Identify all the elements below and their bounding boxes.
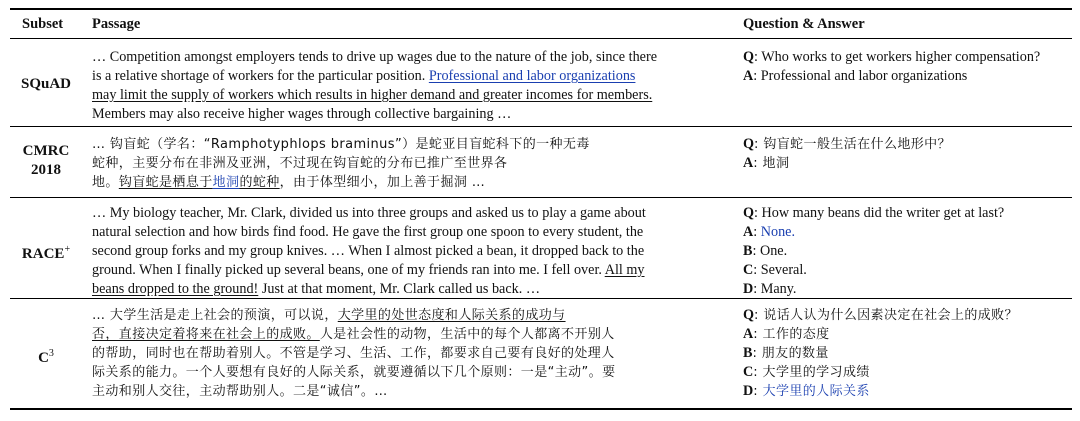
subset-squad: SQuAD	[20, 76, 72, 92]
passage-line: 否，直接决定着将来在社会上的成败。人是社会性的动物，生活中的每个人都离不开别人	[92, 327, 615, 342]
header-qa: Question & Answer	[743, 16, 865, 32]
passage-c3	[92, 306, 718, 401]
option-a: A: 工作的态度	[743, 326, 830, 342]
row-rule	[10, 126, 1072, 127]
subset-cmrc: CMRC 2018	[22, 143, 70, 178]
answer-span: 地洞	[212, 175, 240, 190]
passage-squad	[92, 48, 718, 124]
option-d: D: 大学里的人际关系	[743, 383, 870, 399]
passage-line: 的帮助，同时也在帮助着别人。不管是学习、生活、工作，都要求自己要有良好的处理人	[92, 346, 615, 361]
passage-line: natural selection and how birds find food. He gave the first group one spoon to every student, the	[92, 224, 644, 240]
question: Q: Who works to get workers higher compensation?	[743, 49, 1041, 65]
evidence-span: 否，直接决定着将来在社会上的成败。	[92, 327, 320, 342]
passage-line: … My biology teacher, Mr. Clark, divided us into three groups and asked us to play a game about	[92, 205, 646, 221]
answer-span: Professional and labor organizations	[428, 68, 636, 84]
question: Q: 钩盲蛇一般生活在什么地形中？	[743, 136, 951, 152]
subset-c3: $C^3$	[38, 348, 54, 366]
option-b: B: 朋友的数量	[743, 345, 829, 361]
evidence-span: beans dropped to the ground!	[92, 281, 259, 297]
option-b: B: One.	[743, 243, 788, 259]
passage-line: ground. When I finally picked up several beans, one of my friends ran into me. I fell over. All my	[92, 262, 645, 278]
passage-line: beans dropped to the ground! Just at that moment, Mr. Clark called us back. …	[92, 281, 541, 297]
subset-race: RACE+	[21, 244, 71, 262]
option-d: D: Many.	[743, 281, 797, 297]
qa-race	[743, 204, 1075, 299]
qa-cmrc	[743, 135, 1075, 173]
bottom-rule	[10, 408, 1072, 410]
header-subset: Subset	[22, 16, 64, 32]
passage-cmrc	[92, 135, 718, 192]
correct-answer: 大学里的人际关系	[762, 384, 870, 399]
option-c: C: 大学里的学习成绩	[743, 364, 870, 380]
passage-line: Members may also receive higher wages through collective bargaining …	[92, 106, 512, 122]
question: Q: How many beans did the writer get at last?	[743, 205, 1005, 221]
passage-line: 蛇种，主要分布在非洲及亚洲，不过现在钩盲蛇的分布已推广至世界各	[92, 156, 508, 171]
passage-line: 主动和别人交往，主动帮助别人。二是“诚信”。…	[92, 384, 388, 399]
question: Q: 说话人认为什么因素决定在社会上的成败？	[743, 307, 1018, 323]
passage-line: 地。钩盲蛇是栖息于地洞的蛇种，由于体型细小，加上善于掘洞 …	[92, 175, 486, 190]
passage-line: … 钩盲蛇（学名：“Ramphotyphlops braminus”）是蛇亚目盲蛇科下的一种无毒	[92, 137, 590, 152]
passage-line: 际关系的能力。一个人要想有良好的人际关系，就要遵循以下几个原则：一是“主动”。要	[92, 365, 616, 380]
header-passage: Passage	[92, 16, 141, 32]
correct-answer: None.	[760, 224, 796, 240]
option-a: A: None.	[743, 224, 796, 240]
passage-line: … Competition amongst employers tends to drive up wages due to the nature of the job, since there	[92, 49, 658, 65]
header-rule	[10, 38, 1072, 39]
top-rule	[10, 8, 1072, 10]
row-rule	[10, 298, 1072, 299]
evidence-line: may limit the supply of workers which results in higher demand and greater incomes for members.	[92, 87, 653, 103]
option-c: C: Several.	[743, 262, 807, 278]
answer: A: Professional and labor organizations	[743, 68, 968, 84]
qa-c3	[743, 306, 1075, 401]
row-rule	[10, 197, 1072, 198]
passage-line: is a relative shortage of workers for the particular position. Professional and labor organizations	[92, 68, 636, 84]
qa-squad	[743, 48, 1075, 86]
answer: A: 地洞	[743, 155, 790, 171]
evidence-span: All my	[604, 262, 645, 278]
evidence-span: 大学里的处世态度和人际关系的成功与	[337, 308, 566, 323]
passage-race	[92, 204, 718, 299]
passage-line: second group forks and my group knives. … When I almost picked a bean, it dropped back to the	[92, 243, 645, 259]
passage-line: … 大学生活是走上社会的预演，可以说，大学里的处世态度和人际关系的成功与	[92, 308, 566, 323]
